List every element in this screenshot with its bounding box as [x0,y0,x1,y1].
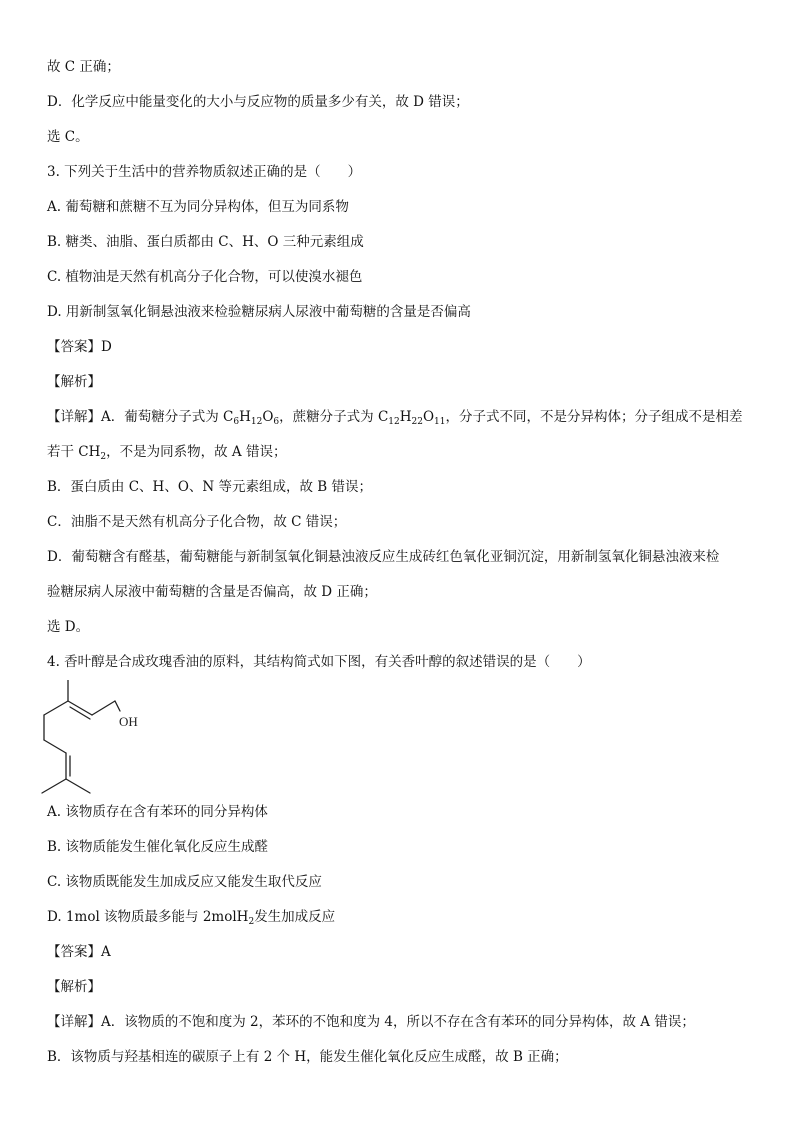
question-3-conclusion: 选 D。 [47,619,90,635]
subscript: 6 [273,417,280,427]
bond [44,740,66,753]
question-3-analysis-label: 【解析】 [47,374,101,390]
subscript: 2 [100,452,107,462]
text-line: 故 C 正确； [47,59,120,75]
detail-text: 【详解】A．葡萄糖分子式为 C [47,409,234,425]
question-4-option-d [47,908,335,926]
question-4-option-c: C. 该物质既能发生加成反应又能发生取代反应 [47,874,322,890]
text-line: D．化学反应中能量变化的大小与反应物的质量多少有关，故 D 错误； [47,94,469,110]
detail-text: 若干 CH [47,444,101,460]
formula-element: O [262,409,274,425]
bond [92,701,115,715]
bond-to-oh [115,701,120,711]
subscript: 6 [233,417,240,427]
question-3-detail-a [47,408,743,426]
question-4-stem: 4. 香叶醇是合成玫瑰香油的原料，其结构简式如下图，有关香叶醇的叙述错误的是（ ） [47,654,591,670]
text-line: 选 C。 [47,129,89,145]
option-text: 发生加成反应 [254,909,336,925]
question-3-option-b: B. 糖类、油脂、蛋白质都由 C、H、O 三种元素组成 [47,234,364,250]
question-3-option-c: C. 植物油是天然有机高分子化合物，可以使溴水褪色 [47,269,363,285]
subscript: 2 [248,917,255,927]
formula-element: O [422,409,435,425]
question-3-option-d: D. 用新制氢氧化铜悬浊液来检验糖尿病人尿液中葡萄糖的含量是否偏高 [47,304,471,320]
hydroxyl-label: OH [119,714,138,729]
question-4-detail-a: 【详解】A．该物质的不饱和度为 2，苯环的不饱和度为 4，所以不存在含有苯环的同分异构体，故 A 错误； [47,1014,695,1030]
formula-element: H [399,409,412,425]
question-3-detail-d: D．葡萄糖含有醛基，葡萄糖能与新制氢氧化铜悬浊液反应生成砖红色氧化亚铜沉淀，用新制氢氧化铜悬浊液来检 [47,549,720,565]
bond-methyl [66,779,90,793]
double-bond-inner [70,707,90,719]
detail-text: ，不是为同系物，故 A 错误； [106,444,287,460]
formula-element: H [239,409,251,425]
option-text: D. 1mol 该物质最多能与 2molH [47,909,249,925]
question-3-answer: 【答案】D [47,339,112,355]
subscript: 22 [411,417,423,427]
question-4-option-a: A. 该物质存在含有苯环的同分异构体 [47,804,268,820]
detail-text: ，蔗糖分子式为 C [279,409,389,425]
question-3-stem: 3. 下列关于生活中的营养物质叙述正确的是（ ） [47,164,362,180]
question-3-option-a: A. 葡萄糖和蔗糖不互为同分异构体，但互为同系物 [47,199,349,215]
bond-methyl [42,779,66,793]
question-4-detail-b: B．该物质与羟基相连的碳原子上有 2 个 H，能发生催化氧化反应生成醛，故 B 正确； [47,1049,568,1065]
question-3-detail-b: B．蛋白质由 C、H、O、N 等元素组成，故 B 错误； [47,479,372,495]
question-3-detail-a-cont [47,443,286,461]
question-4-analysis-label: 【解析】 [47,979,101,995]
question-4-option-b: B. 该物质能发生催化氧化反应生成醛 [47,839,269,855]
question-3-detail-c: C．油脂不是天然有机高分子化合物，故 C 错误； [47,514,347,530]
question-3-detail-d-cont: 验糖尿病人尿液中葡萄糖的含量是否偏高，故 D 正确； [47,584,377,600]
bond [44,701,68,715]
subscript: 11 [434,417,446,427]
subscript: 12 [388,417,400,427]
detail-text: ，分子式不同，不是分异构体；分子组成不是相差 [445,409,743,425]
question-4-answer: 【答案】A [47,944,111,960]
subscript: 12 [250,417,263,427]
geraniol-structure [40,680,160,800]
